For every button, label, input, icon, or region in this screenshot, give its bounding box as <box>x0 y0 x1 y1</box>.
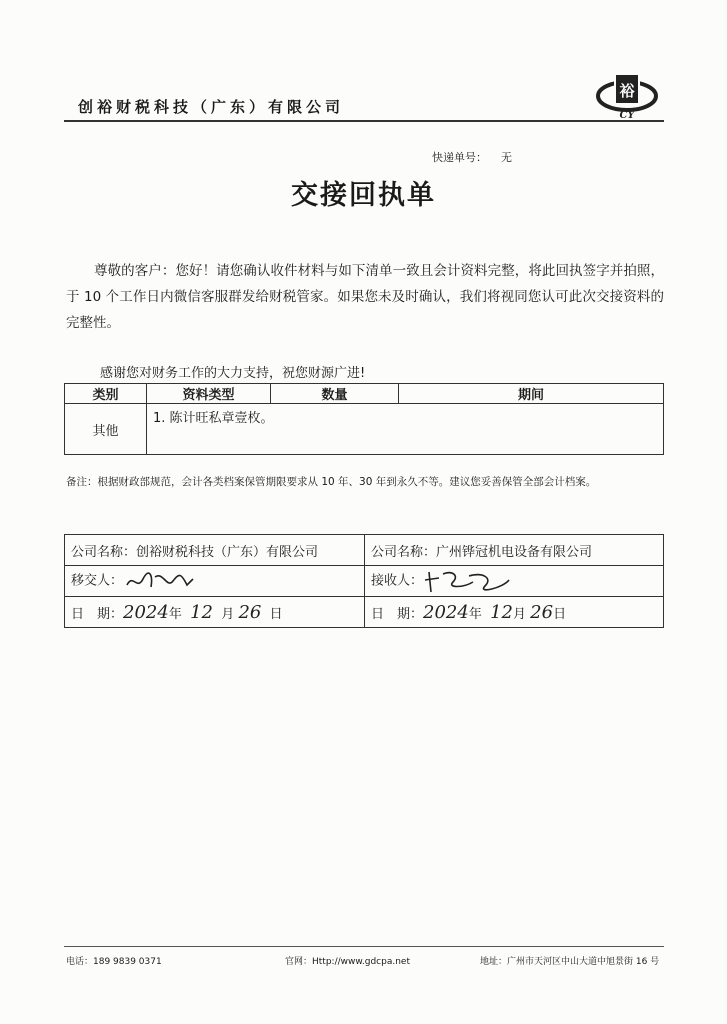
left-company-label: 公司名称： <box>71 544 137 560</box>
left-company-cell <box>65 535 365 566</box>
receiver-label: 接收人： <box>371 573 424 589</box>
header-quantity: 数量 <box>271 384 399 404</box>
left-sign-cell <box>65 566 365 597</box>
right-month-unit: 月 <box>513 606 527 622</box>
right-company-label: 公司名称： <box>371 544 437 560</box>
row-category: 其他 <box>65 404 147 455</box>
right-day-unit: 日 <box>553 606 567 622</box>
right-sign-cell <box>365 566 664 597</box>
left-date-label: 日 期： <box>71 606 124 622</box>
right-company-cell <box>365 535 664 566</box>
tracking-label: 快递单号： <box>432 151 487 164</box>
transferor-signature <box>123 569 203 593</box>
items-table <box>64 383 664 455</box>
right-date-day: 26 <box>530 601 554 623</box>
date-row <box>65 597 664 628</box>
header-divider <box>64 120 664 122</box>
tracking-value: 无 <box>501 151 512 164</box>
tracking-number <box>432 149 512 165</box>
footer-phone: 电话：189 9839 0371 <box>66 957 162 967</box>
left-company-name: 创裕财税科技（广东）有限公司 <box>136 544 319 560</box>
row-content: 1. 陈计旺私章壹枚。 <box>147 404 664 455</box>
items-header-row <box>65 384 664 404</box>
company-header: 创裕财税科技（广东）有限公司 <box>78 98 345 116</box>
header-period: 期间 <box>399 384 664 404</box>
right-date-cell <box>365 597 664 628</box>
left-date-day: 26 <box>238 601 262 623</box>
thanks-line: 感谢您对财务工作的大力支持，祝您财源广进! <box>100 366 366 381</box>
table-row <box>65 404 664 455</box>
left-date-year: 2024 <box>123 601 169 623</box>
footer-divider <box>64 946 664 947</box>
left-month-unit: 月 <box>221 606 235 622</box>
left-date-cell <box>65 597 365 628</box>
logo-text: CY <box>619 110 635 121</box>
right-year-unit: 年 <box>468 606 482 622</box>
right-date-label: 日 期： <box>371 606 424 622</box>
intro-paragraph: 尊敬的客户：您好！请您确认收件材料与如下清单一致且会计资料完整，将此回执签字并拍照，于 10 个工作日内微信客服群发给财税管家。如果您未及时确认，我们将视同您认可此次交接资料的完整性。 <box>66 263 664 331</box>
header-type: 资料类型 <box>147 384 271 404</box>
transferor-label: 移交人： <box>71 573 124 589</box>
right-date-month: 12 <box>490 601 514 623</box>
company-logo <box>596 72 658 122</box>
logo-seal-char: 裕 <box>619 82 635 100</box>
left-year-unit: 年 <box>168 606 182 622</box>
header-category: 类别 <box>65 384 147 404</box>
left-date-month: 12 <box>190 601 214 623</box>
left-day-unit: 日 <box>269 606 283 622</box>
footer-website: 官网：Http://www.gdcpa.net <box>285 957 410 967</box>
note-text: 备注：根据财政部规范，会计各类档案保管期限要求从 10 年、30 年到永久不等。建议您妥善保管全部会计档案。 <box>66 476 597 488</box>
right-company-name: 广州铧冠机电设备有限公司 <box>436 544 593 560</box>
company-row <box>65 535 664 566</box>
signature-row <box>65 566 664 597</box>
parties-table <box>64 534 664 628</box>
footer-address: 地址：广州市天河区中山大道中旭景街 16 号 <box>480 957 660 967</box>
right-date-year: 2024 <box>423 601 469 623</box>
document-title: 交接回执单 <box>291 180 436 211</box>
receiver-signature <box>423 568 513 594</box>
